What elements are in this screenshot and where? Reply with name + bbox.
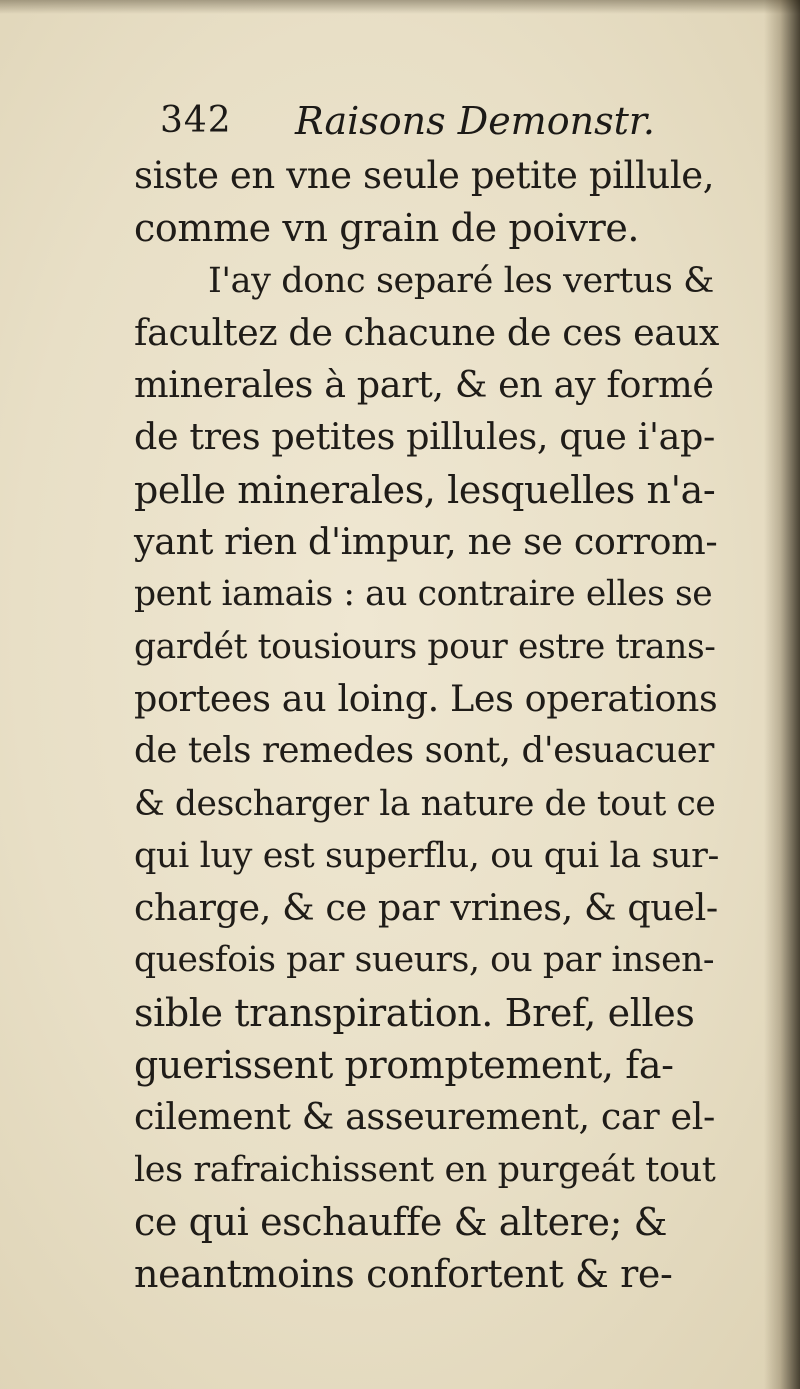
text-line: pent iamais : au contraire elles se (134, 574, 713, 615)
text-line: yant rien d'impur, ne se corrom- (134, 520, 718, 564)
text-line: facultez de chacune de ces eaux (134, 310, 719, 354)
text-line: ce qui eschauffe & altere; & (134, 1199, 668, 1244)
text-line: pelle minerales, lesquelles n'a- (134, 467, 716, 512)
body-text (134, 150, 719, 1301)
text-line: charge, & ce par vrines, & quel- (134, 886, 718, 930)
gutter-shadow (764, 0, 800, 1389)
running-title: Raisons Demonstr. (295, 99, 655, 143)
text-line: I'ay donc separé les vertus & (208, 260, 714, 301)
text-line: comme vn grain de poivre. (134, 206, 640, 251)
text-line: quesfois par sueurs, ou par insen- (134, 940, 715, 981)
text-line: guerissent promptement, fa- (134, 1043, 674, 1088)
text-line: de tres petites pillules, que i'ap- (134, 415, 715, 459)
text-line: minerales à part, & en ay formé (134, 363, 714, 407)
page-number: 342 (160, 100, 232, 141)
text-line: qui luy est superflu, ou qui la sur- (134, 835, 719, 876)
text-line: les rafraichissent en purgeát tout (134, 1149, 716, 1190)
text-line: siste en vne seule petite pillule, (134, 154, 715, 197)
text-line: de tels remedes sont, d'esuacuer (134, 730, 714, 772)
text-line: portees au loing. Les operations (134, 676, 718, 720)
text-line: sible transpiration. Bref, elles (134, 990, 695, 1035)
text-line: neantmoins confortent & re- (134, 1252, 673, 1297)
text-line: cilement & asseurement, car el- (134, 1095, 715, 1139)
text-line: & descharger la nature de tout ce (134, 783, 716, 824)
running-head (160, 96, 680, 146)
text-line: gardét tousiours pour estre trans- (134, 626, 716, 667)
page-top-shadow (0, 0, 800, 14)
